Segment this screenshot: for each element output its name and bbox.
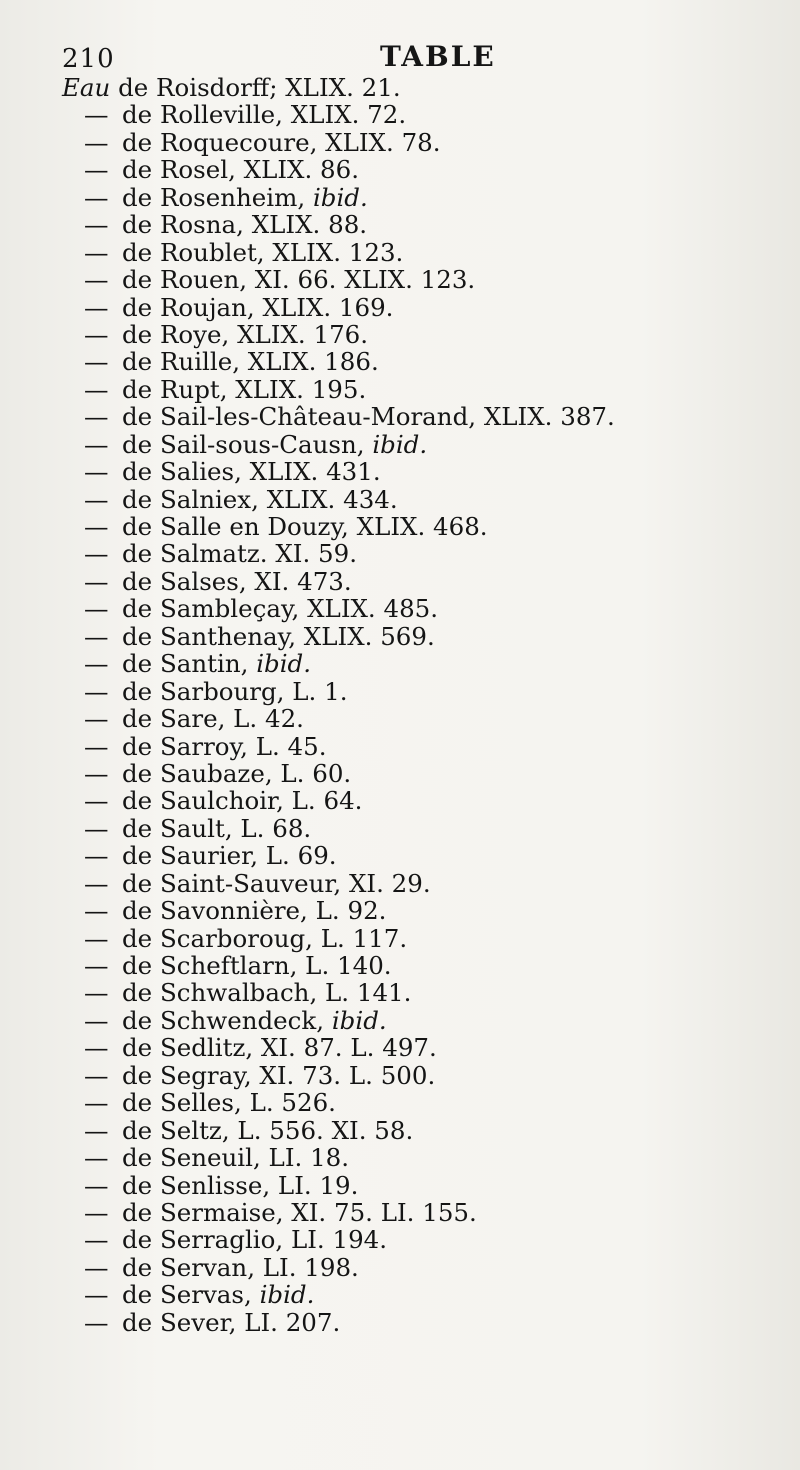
entry-text: de Santhenay, XLIX. 569. xyxy=(122,621,435,651)
entry-text: de Rosenheim, xyxy=(122,182,313,212)
index-entry xyxy=(62,1089,762,1116)
ditto-dash: — xyxy=(84,1252,109,1282)
index-entry xyxy=(62,1062,762,1089)
ditto-dash: — xyxy=(84,676,109,706)
entry-text: de Scheftlarn, L. 140. xyxy=(122,951,392,980)
ditto-dash: — xyxy=(84,1225,109,1255)
index-entry-list xyxy=(62,74,762,1336)
index-entry xyxy=(62,1309,762,1336)
entry-text: de Roujan, XLIX. 169. xyxy=(122,292,394,322)
index-entry xyxy=(62,540,762,567)
entry-text: de Salses, XI. 473. xyxy=(122,566,352,596)
entry-text: de Rosel, XLIX. 86. xyxy=(122,155,360,185)
entry-text: de Salmatz. XI. 59. xyxy=(122,539,358,569)
entry-text: de Roublet, XLIX. 123. xyxy=(122,237,404,267)
index-entry xyxy=(62,1226,762,1253)
entry-text: de Salies, XLIX. 431. xyxy=(122,457,381,487)
ditto-dash: — xyxy=(84,210,109,240)
index-entry xyxy=(62,1117,762,1144)
ditto-dash: — xyxy=(84,1307,109,1337)
index-entry xyxy=(62,1034,762,1061)
ditto-dash: — xyxy=(84,1170,109,1200)
ditto-dash: — xyxy=(84,621,109,651)
index-entry xyxy=(62,348,762,375)
entry-text: de Sermaise, XI. 75. LI. 155. xyxy=(122,1197,477,1227)
entry-text: de Scarboroug, L. 117. xyxy=(122,923,408,953)
index-entry xyxy=(62,1007,762,1034)
ditto-dash: — xyxy=(84,457,109,487)
ditto-dash: — xyxy=(84,100,109,130)
index-entry xyxy=(62,595,762,622)
ditto-dash: — xyxy=(84,539,109,569)
ditto-dash: — xyxy=(84,1005,109,1035)
entry-text: de Rolleville, XLIX. 72. xyxy=(122,100,407,130)
ditto-dash: — xyxy=(84,594,109,624)
entry-text: de Roquecoure, XLIX. 78. xyxy=(122,127,441,157)
index-entry xyxy=(62,787,762,814)
ditto-dash: — xyxy=(84,758,109,788)
index-entry xyxy=(62,184,762,211)
entry-text: de Saurier, L. 69. xyxy=(122,841,337,871)
entry-text: de Roye, XLIX. 176. xyxy=(122,319,369,349)
entry-text: de Selles, L. 526. xyxy=(122,1088,336,1118)
index-entry xyxy=(62,979,762,1006)
index-entry xyxy=(62,431,762,458)
index-entry xyxy=(62,952,762,979)
entry-ibid: ibid. xyxy=(331,1005,387,1035)
ditto-dash: — xyxy=(84,347,109,377)
index-entry xyxy=(62,211,762,238)
ditto-dash: — xyxy=(84,813,109,843)
entry-text: de Santin, xyxy=(122,649,257,679)
entry-text: de Rupt, XLIX. 195. xyxy=(122,374,367,404)
entry-text: de Seltz, L. 556. XI. 58. xyxy=(122,1115,414,1145)
index-entry xyxy=(62,678,762,705)
ditto-dash: — xyxy=(84,731,109,761)
index-entry xyxy=(62,623,762,650)
ditto-dash: — xyxy=(84,566,109,596)
ditto-dash: — xyxy=(84,265,109,295)
ditto-dash: — xyxy=(84,1280,109,1310)
ditto-dash: — xyxy=(84,237,109,267)
ditto-dash: — xyxy=(84,319,109,349)
index-entry xyxy=(62,321,762,348)
ditto-dash: — xyxy=(84,374,109,404)
entry-text: de Segray, XI. 73. L. 500. xyxy=(122,1060,436,1090)
index-entry xyxy=(62,156,762,183)
ditto-dash: — xyxy=(84,1060,109,1090)
index-entry xyxy=(62,266,762,293)
index-entry xyxy=(62,897,762,924)
ditto-dash: — xyxy=(84,402,109,432)
index-entry xyxy=(62,1254,762,1281)
index-entry xyxy=(62,403,762,430)
index-entry xyxy=(62,513,762,540)
index-entry xyxy=(62,1281,762,1308)
ditto-dash: — xyxy=(84,292,109,322)
ditto-dash: — xyxy=(84,1143,109,1173)
entry-text: de Schwendeck, xyxy=(122,1005,332,1035)
entry-text: de Sail-sous-Causn, xyxy=(122,429,373,459)
index-entry xyxy=(62,458,762,485)
index-entry xyxy=(62,1199,762,1226)
entry-text: de Sarroy, L. 45. xyxy=(122,731,327,761)
ditto-dash: — xyxy=(84,704,109,734)
ditto-dash: — xyxy=(84,951,109,980)
index-entry xyxy=(62,650,762,677)
running-title: TABLE xyxy=(380,40,496,73)
ditto-dash: — xyxy=(84,649,109,679)
ditto-dash: — xyxy=(84,1197,109,1227)
ditto-dash: — xyxy=(84,786,109,816)
entry-text: de Ruille, XLIX. 186. xyxy=(122,347,379,377)
index-entry xyxy=(62,705,762,732)
entry-ibid: ibid. xyxy=(372,429,428,459)
index-entry xyxy=(62,376,762,403)
entry-text: de Savonnière, L. 92. xyxy=(122,896,387,926)
entry-text: de Rouen, XI. 66. XLIX. 123. xyxy=(122,265,476,295)
ditto-dash: — xyxy=(84,127,109,157)
entry-text: de Sarbourg, L. 1. xyxy=(122,676,348,706)
entry-text: de Sail-les-Château-Morand, XLIX. 387. xyxy=(122,402,615,432)
ditto-dash: — xyxy=(84,155,109,185)
index-entry xyxy=(62,1172,762,1199)
entry-text: de Rosna, XLIX. 88. xyxy=(122,210,368,240)
entry-text: de Salniex, XLIX. 434. xyxy=(122,484,398,514)
entry-text: de Sault, L. 68. xyxy=(122,813,312,843)
entry-text: de Sedlitz, XI. 87. L. 497. xyxy=(122,1033,437,1063)
index-entry xyxy=(62,733,762,760)
index-entry xyxy=(62,870,762,897)
index-entry xyxy=(62,129,762,156)
ditto-dash: — xyxy=(84,429,109,459)
ditto-dash: — xyxy=(84,841,109,871)
index-entry xyxy=(62,760,762,787)
entry-text: de Salle en Douzy, XLIX. 468. xyxy=(122,512,488,541)
ditto-dash: — xyxy=(84,1088,109,1118)
index-entry xyxy=(62,239,762,266)
ditto-dash: — xyxy=(84,923,109,953)
entry-text: de Sever, LI. 207. xyxy=(122,1307,341,1337)
ditto-dash: — xyxy=(84,1115,109,1145)
index-entry xyxy=(62,74,762,101)
ditto-dash: — xyxy=(84,896,109,926)
index-entry xyxy=(62,925,762,952)
entry-text: de Saubaze, L. 60. xyxy=(122,758,352,788)
entry-heading-word: Eau xyxy=(62,73,111,102)
index-entry xyxy=(62,486,762,513)
entry-ibid: ibid. xyxy=(259,1280,315,1310)
ditto-dash: — xyxy=(84,512,109,541)
ditto-dash: — xyxy=(84,868,109,898)
entry-text: de Roisdorff; XLIX. 21. xyxy=(110,73,401,102)
ditto-dash: — xyxy=(84,182,109,212)
ditto-dash: — xyxy=(84,484,109,514)
entry-text: de Senlisse, LI. 19. xyxy=(122,1170,359,1200)
index-entry xyxy=(62,815,762,842)
ditto-dash: — xyxy=(84,978,109,1008)
ditto-dash: — xyxy=(84,1033,109,1063)
index-entry xyxy=(62,101,762,128)
entry-text: de Saint-Sauveur, XI. 29. xyxy=(122,868,431,898)
entry-ibid: ibid. xyxy=(312,182,368,212)
entry-text: de Saulchoir, L. 64. xyxy=(122,786,363,816)
index-entry xyxy=(62,1144,762,1171)
entry-text: de Schwalbach, L. 141. xyxy=(122,978,412,1008)
entry-text: de Seneuil, LI. 18. xyxy=(122,1143,350,1173)
entry-text: de Sare, L. 42. xyxy=(122,704,304,734)
entry-text: de Sambleçay, XLIX. 485. xyxy=(122,594,439,624)
entry-text: de Serraglio, LI. 194. xyxy=(122,1225,388,1255)
entry-text: de Servan, LI. 198. xyxy=(122,1252,359,1282)
entry-ibid: ibid. xyxy=(256,649,312,679)
index-entry xyxy=(62,294,762,321)
index-entry xyxy=(62,842,762,869)
entry-text: de Servas, xyxy=(122,1280,260,1310)
index-entry xyxy=(62,568,762,595)
page-number: 210 xyxy=(62,44,115,74)
